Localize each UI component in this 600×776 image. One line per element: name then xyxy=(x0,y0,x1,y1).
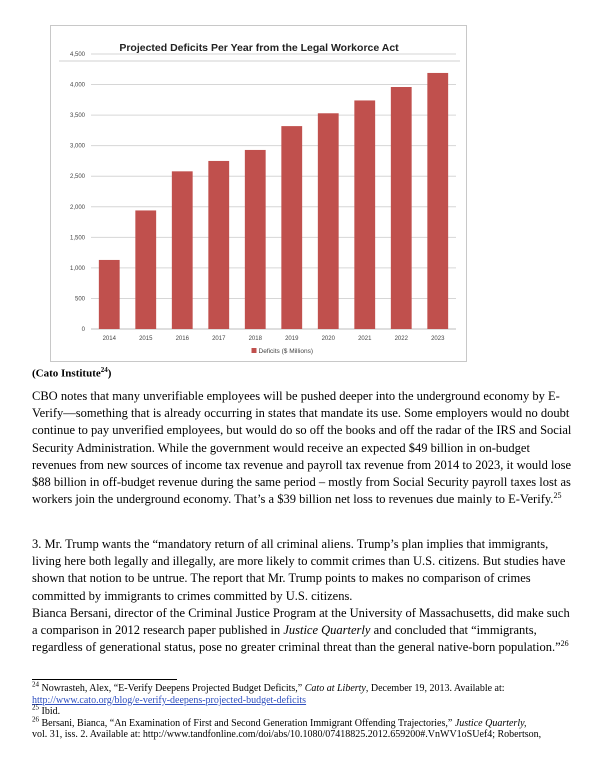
x-tick-label: 2022 xyxy=(394,336,408,342)
y-tick-label: 4,500 xyxy=(69,52,85,58)
footnote-text: vol. 31, iss. 2. Available at: http://www.tandfonline.com/doi/abs/10.1080/07418825.2012.659200#.VnWV1oSUef4; Robertson, xyxy=(32,729,542,741)
footnote-number: 24 xyxy=(32,680,39,689)
bar-2019 xyxy=(281,126,302,329)
y-tick-label: 3,000 xyxy=(69,143,85,150)
bar-2015 xyxy=(135,210,156,329)
footnote-ref-26[interactable]: 26 xyxy=(560,639,569,649)
footnote-26 xyxy=(32,715,582,730)
bar-2017 xyxy=(208,161,229,329)
x-tick-label: 2019 xyxy=(285,336,299,342)
paragraph-text: Bianca Bersani, director of the Criminal Justice Program at the University of Massachusetts, did make such a comparison in 2012 research paper published in xyxy=(32,606,570,638)
footnote-24 xyxy=(32,680,582,695)
bar-2023 xyxy=(427,73,448,329)
paragraph-cbo xyxy=(32,388,572,508)
footnote-number: 26 xyxy=(32,715,39,724)
footnote-text: Bersani, Bianca, “An Examination of First and Second Generation Immigrant Offending Trajectories,” xyxy=(39,717,455,729)
bar-2016 xyxy=(172,171,193,329)
paragraph-text: and concluded that “immigrants, regardless of generational status, pose no greater criminal threat than the general native-born population.” xyxy=(32,623,561,655)
y-tick-label: 4,000 xyxy=(69,82,85,89)
publication-title: Justice Quarterly, xyxy=(454,717,527,729)
bar-2022 xyxy=(391,87,412,329)
bar-2014 xyxy=(99,260,120,329)
footnotes xyxy=(32,680,582,741)
paragraph-text: CBO notes that many unverifiable employees will be pushed deeper into the underground economy by E-Verify—something that is already occurring in states that mandate its use. Some employers would no doubt continue to pay unverified employees, but would do so off the books and off the radar of the IRS and Social Security Administration. While the government would receive an expected $49 billion in on-budget revenues from new sources of income tax revenue and payroll tax revenue from 2014 to 2023, it would lose $88 billion in off-budget revenue during the same period – mostly from Social Security payroll taxes lost as workers join the underground economy. That’s a $39 billion net loss to revenues due mainly to E-Verify. xyxy=(32,389,572,507)
paragraph-bersani xyxy=(32,605,572,657)
x-tick-label: 2017 xyxy=(212,336,226,342)
journal-title: Justice Quarterly xyxy=(283,623,371,638)
bar-2018 xyxy=(245,150,266,329)
x-tick-label: 2020 xyxy=(321,336,335,342)
x-tick-label: 2015 xyxy=(139,336,153,342)
x-axis-ticks xyxy=(103,336,446,342)
deficits-chart xyxy=(50,25,467,362)
chart-title: Projected Deficits Per Year from the Legal Workorce Act xyxy=(119,42,399,54)
footnote-text: Nowrasteh, Alex, “E-Verify Deepens Projected Budget Deficits,” xyxy=(39,683,305,694)
x-tick-label: 2023 xyxy=(431,336,445,342)
footnote-ref-25[interactable]: 25 xyxy=(553,491,562,501)
legend xyxy=(252,348,314,355)
footnote-text: Ibid. xyxy=(39,706,61,718)
bar-2021 xyxy=(354,100,375,329)
figure-caption xyxy=(32,366,111,380)
y-tick-label: 1,000 xyxy=(69,265,85,272)
x-tick-label: 2018 xyxy=(248,336,262,342)
y-axis-ticks xyxy=(70,52,86,333)
y-tick-label: 2,500 xyxy=(69,174,85,181)
paragraph-trump xyxy=(32,536,572,605)
caption-close: ) xyxy=(107,367,112,380)
caption-text: (Cato Institute xyxy=(32,367,101,380)
publication-title: Cato at Liberty xyxy=(304,683,366,694)
bars xyxy=(99,73,448,329)
x-tick-label: 2021 xyxy=(358,336,372,342)
y-tick-label: 1,500 xyxy=(69,235,85,242)
footnote-25 xyxy=(32,703,582,718)
x-tick-label: 2014 xyxy=(102,336,116,342)
y-tick-label: 0 xyxy=(81,327,85,333)
legend-swatch xyxy=(252,348,257,353)
legend-label: Deficits ($ Millions) xyxy=(258,348,314,355)
caption-footnote-ref[interactable]: 24 xyxy=(100,366,108,374)
y-tick-label: 500 xyxy=(74,296,85,303)
y-tick-label: 2,000 xyxy=(69,204,85,211)
paragraph-text: 3. Mr. Trump wants the “mandatory return of all criminal aliens. Trump’s plan implies that immigrants, living here both legally and illegally, are more likely to commit crimes than U.S. citizens. But studies have shown that notion to be untrue. The report that Mr. Trump points to makes no comparison of crimes committed by immigrants to crimes committed by U.S. citizens. xyxy=(32,537,566,603)
footnote-text: , December 19, 2013. Available at: xyxy=(365,683,505,694)
footnote-separator xyxy=(32,679,177,680)
footnote-number: 25 xyxy=(32,703,39,712)
y-tick-label: 3,500 xyxy=(69,113,85,120)
bar-2020 xyxy=(318,113,339,329)
x-tick-label: 2016 xyxy=(175,336,189,342)
cato-link[interactable]: http://www.cato.org/blog/e-verify-deepens-projected-budget-deficits xyxy=(32,694,307,706)
chart-svg xyxy=(51,26,468,363)
